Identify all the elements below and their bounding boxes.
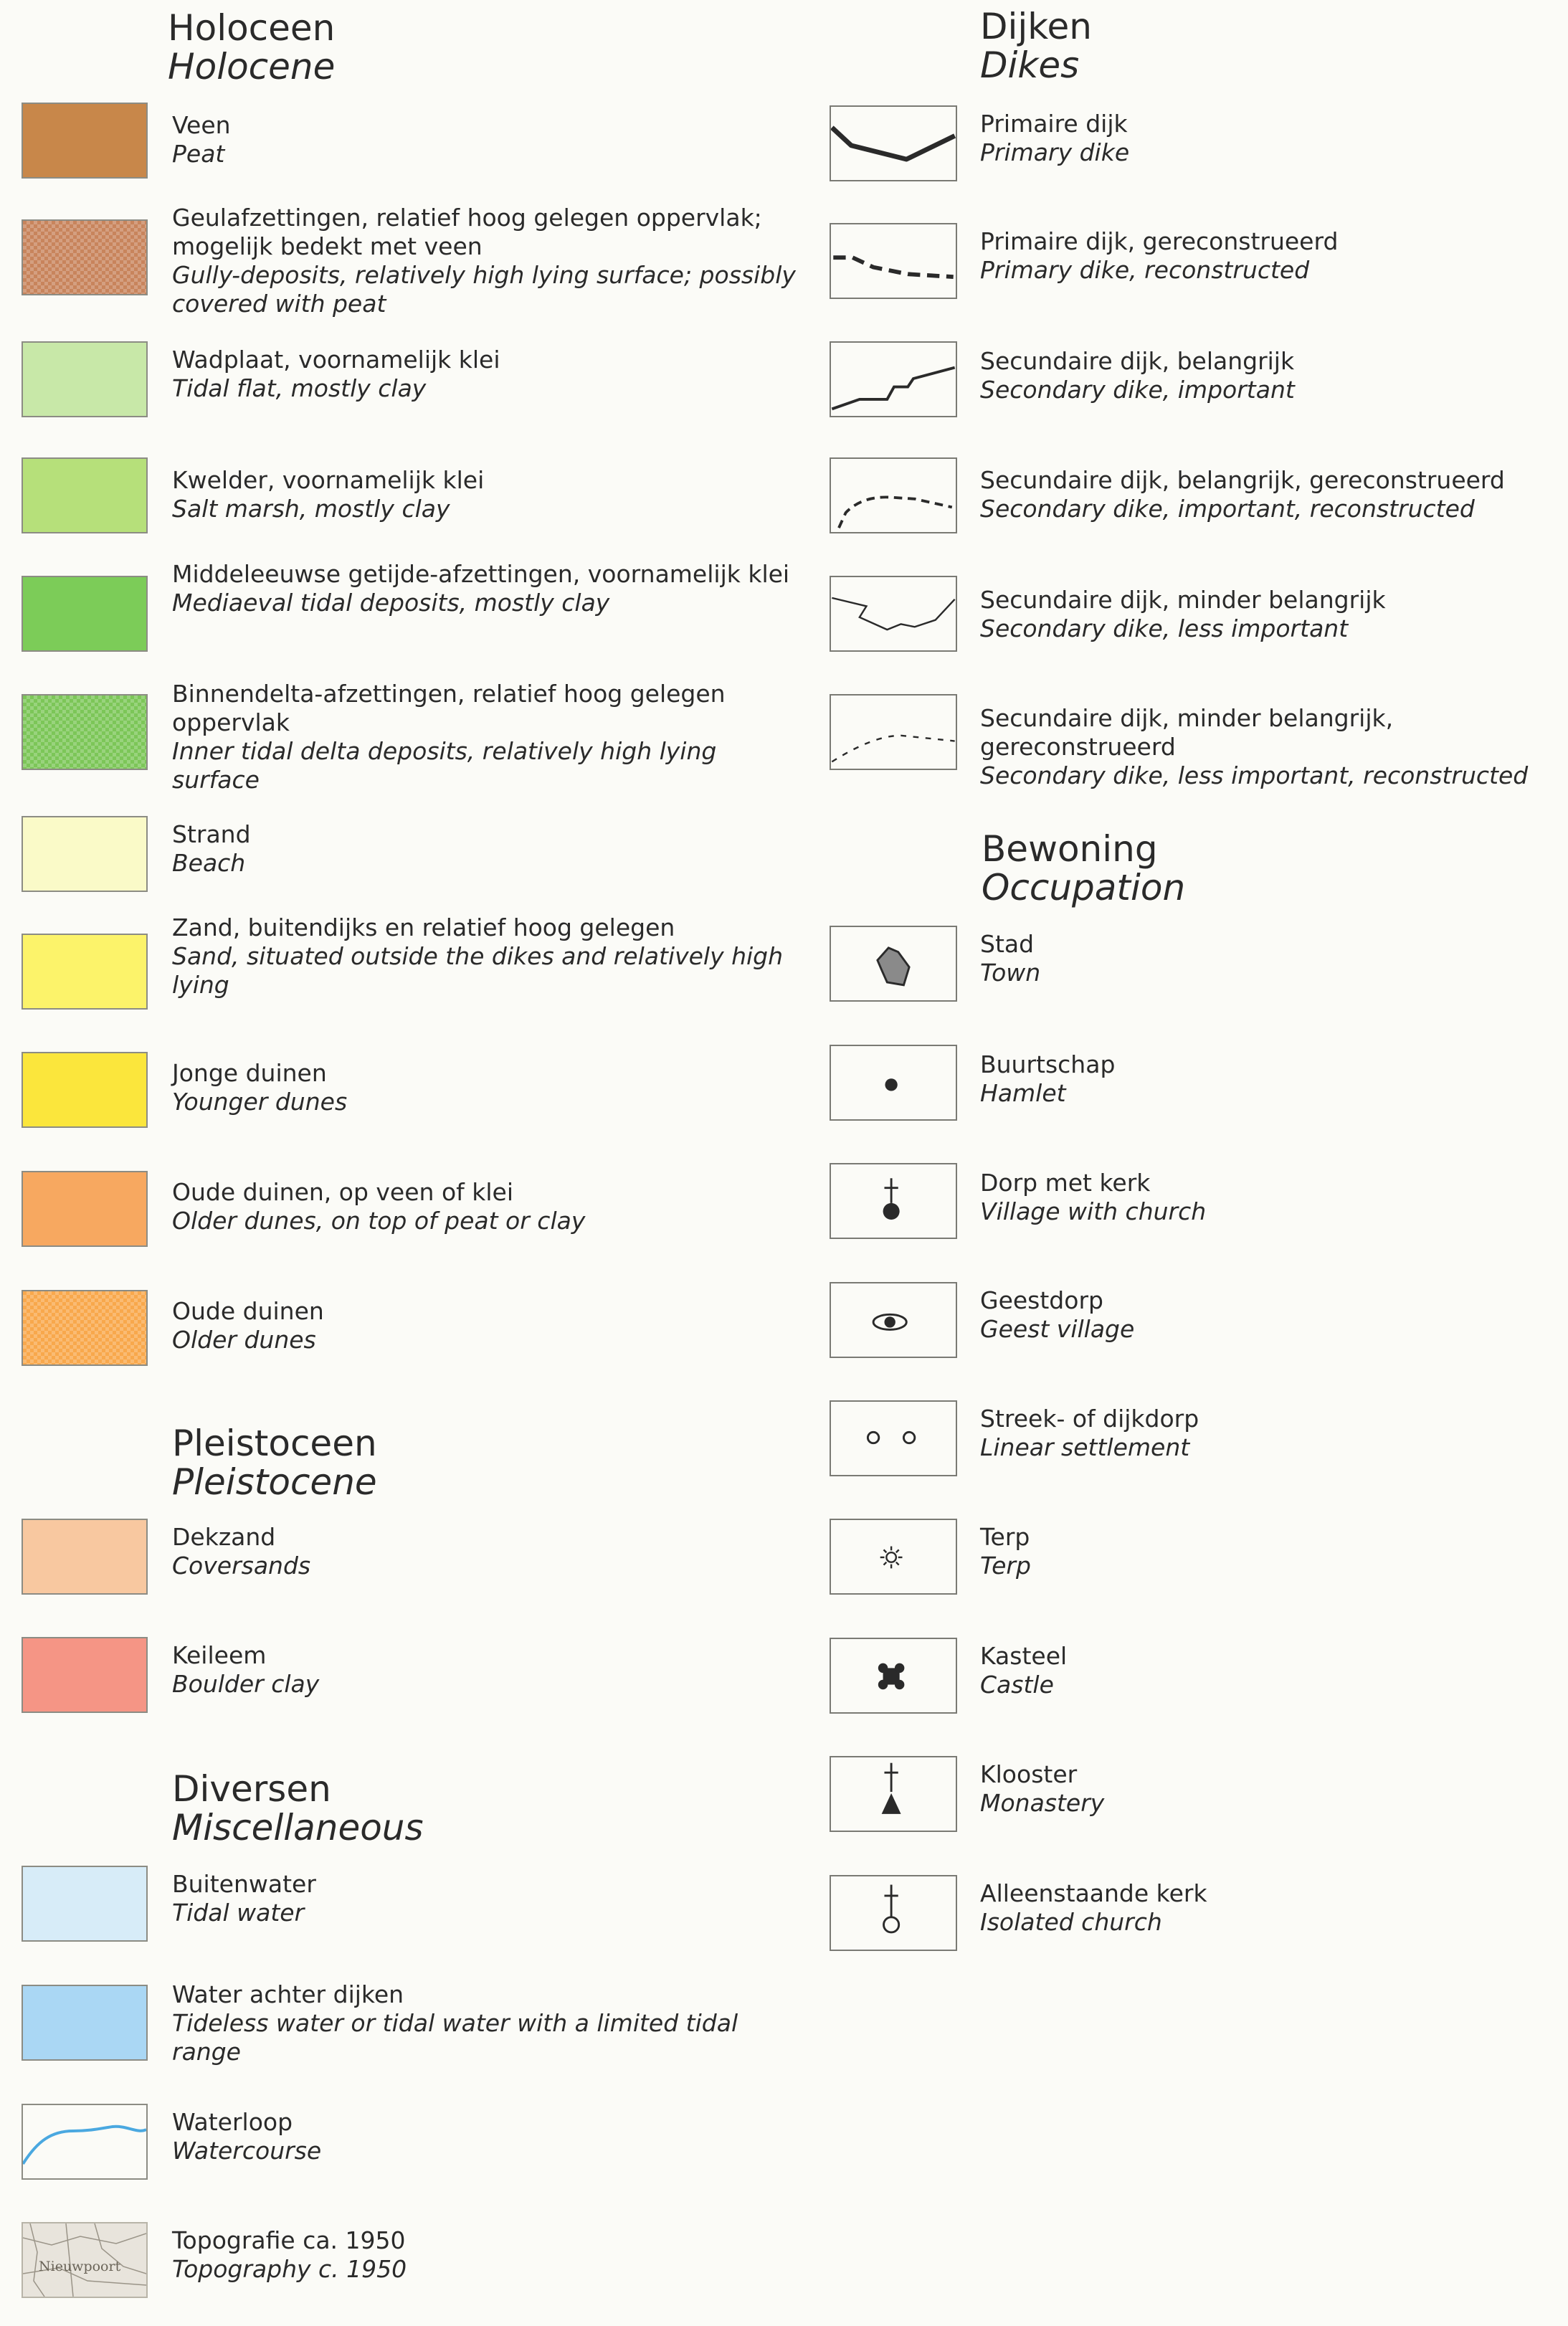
primary-dike-reconstructed-icon <box>831 224 956 298</box>
beach-swatch <box>22 816 148 892</box>
secondary-dike-less-important-reconstructed-icon <box>831 696 956 769</box>
watercourse-line-icon <box>23 2105 146 2178</box>
peat-swatch <box>22 103 148 179</box>
hamlet-icon <box>831 1046 956 1119</box>
younger-dunes-swatch <box>22 1052 148 1128</box>
heading-occupation: Bewoning Occupation <box>982 828 1186 908</box>
older-dunes-swatch <box>22 1290 148 1366</box>
heading-dikes: Dijken Dikes <box>980 6 1092 86</box>
coversands-swatch <box>22 1519 148 1595</box>
topography-map-text: Nieuwpoort <box>39 2259 121 2274</box>
tideless-water-swatch <box>22 1985 148 2061</box>
geest-village-icon <box>831 1283 956 1357</box>
linear-settlement-icon <box>831 1402 956 1475</box>
secondary-dike-less-important-icon <box>831 577 956 650</box>
salt-marsh-swatch <box>22 457 148 533</box>
isolated-church-icon <box>831 1876 956 1950</box>
topography-map-icon <box>23 2223 146 2297</box>
older-dunes-on-peat-swatch <box>22 1171 148 1247</box>
tidal-flat-swatch <box>22 341 148 417</box>
watercourse-swatch <box>22 2104 148 2180</box>
gully-deposits-swatch <box>22 219 148 295</box>
secondary-dike-important-reconstructed-icon <box>831 459 956 532</box>
monastery-icon <box>831 1757 956 1831</box>
heading-miscellaneous: Diversen Miscellaneous <box>172 1768 424 1848</box>
heading-holocene: Holoceen Holocene <box>168 7 336 87</box>
terp-icon <box>831 1520 956 1593</box>
inner-tidal-delta-swatch <box>22 694 148 770</box>
sand-outside-dikes-swatch <box>22 934 148 1010</box>
secondary-dike-important-icon <box>831 343 956 416</box>
boulder-clay-swatch <box>22 1637 148 1713</box>
topography-swatch <box>22 2222 148 2298</box>
primary-dike-icon <box>831 107 956 180</box>
town-icon <box>831 927 956 1000</box>
heading-pleistocene: Pleistoceen Pleistocene <box>172 1423 377 1503</box>
village-church-icon <box>831 1164 956 1238</box>
castle-icon <box>831 1639 956 1712</box>
tidal-water-swatch <box>22 1866 148 1942</box>
mediaeval-tidal-swatch <box>22 576 148 652</box>
